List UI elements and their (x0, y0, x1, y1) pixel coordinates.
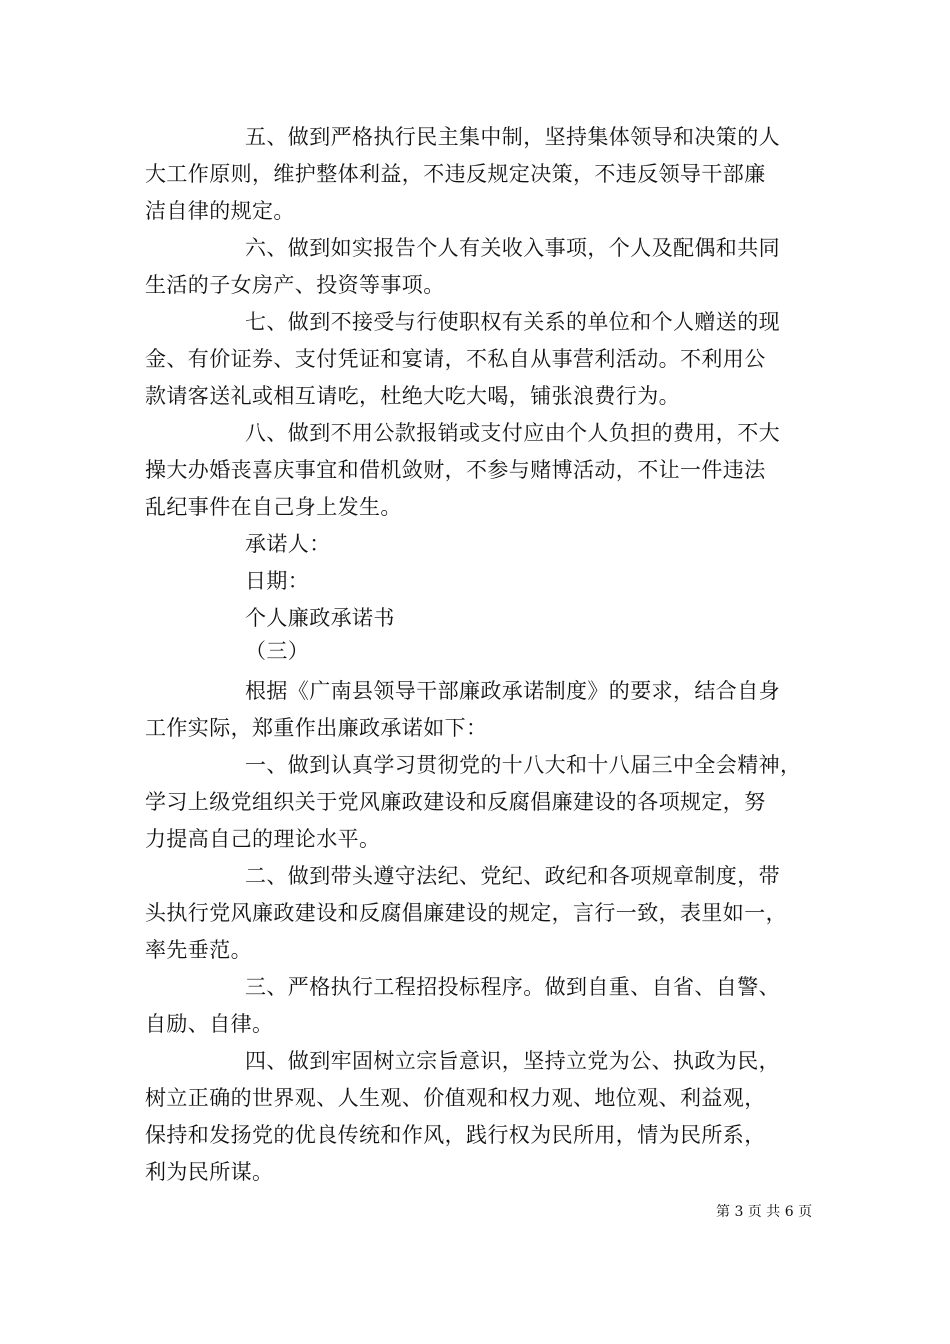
paragraph-line: 六、做到如实报告个人有关收入事项，个人及配偶和共同 (245, 236, 780, 260)
paragraph-line: 金、有价证券、支付凭证和宴请，不私自从事营利活动。不利用公 (145, 347, 766, 371)
paragraph-line: 工作实际，郑重作出廉政承诺如下： (145, 716, 488, 740)
paragraph-line: 八、做到不用公款报销或支付应由个人负担的费用，不大 (245, 421, 780, 445)
paragraph-line: 自励、自律。 (145, 1012, 274, 1036)
paragraph-line: 三、严格执行工程招投标程序。做到自重、自省、自警、 (245, 975, 780, 999)
paragraph-line: 头执行党风廉政建设和反腐倡廉建设的规定，言行一致，表里如一， (145, 901, 787, 925)
date-label: 日期： (245, 569, 310, 593)
paragraph-line: 五、做到严格执行民主集中制，坚持集体领导和决策的人 (245, 125, 780, 149)
paragraph-line: 操大办婚丧喜庆事宜和借机敛财，不参与赌博活动，不让一件违法 (145, 458, 766, 482)
paragraph-line: 根据《广南县领导干部廉政承诺制度》的要求，结合自身 (245, 679, 780, 703)
paragraph-line: 大工作原则，维护整体利益，不违反规定决策，不违反领导干部廉 (145, 162, 766, 186)
paragraph-line: 二、做到带头遵守法纪、党纪、政纪和各项规章制度，带 (245, 864, 780, 888)
paragraph-line: 乱纪事件在自己身上发生。 (145, 495, 402, 519)
paragraph-line: 学习上级党组织关于党风廉政建设和反腐倡廉建设的各项规定，努 (145, 790, 766, 814)
paragraph-line: 力提高自己的理论水平。 (145, 827, 381, 851)
signatory-label: 承诺人： (245, 532, 331, 556)
paragraph-line: 生活的子女房产、投资等事项。 (145, 273, 445, 297)
section-number: （三） (245, 639, 310, 663)
paragraph-line: 七、做到不接受与行使职权有关系的单位和个人赠送的现 (245, 310, 780, 334)
paragraph-line: 利为民所谋。 (145, 1160, 274, 1184)
paragraph-line: 保持和发扬党的优良传统和作风，践行权为民所用，情为民所系， (145, 1123, 766, 1147)
paragraph-line: 率先垂范。 (145, 938, 252, 962)
page-number-footer: 第 3 页 共 6 页 (716, 1204, 813, 1220)
paragraph-line: 四、做到牢固树立宗旨意识，坚持立党为公、执政为民， (245, 1049, 780, 1073)
section-title: 个人廉政承诺书 (245, 606, 395, 630)
paragraph-line: 树立正确的世界观、人生观、价值观和权力观、地位观、利益观， (145, 1086, 766, 1110)
paragraph-line: 一、做到认真学习贯彻党的十八大和十八届三中全会精神， (245, 753, 802, 777)
paragraph-line: 洁自律的规定。 (145, 199, 295, 223)
paragraph-line: 款请客送礼或相互请吃，杜绝大吃大喝，铺张浪费行为。 (145, 384, 680, 408)
